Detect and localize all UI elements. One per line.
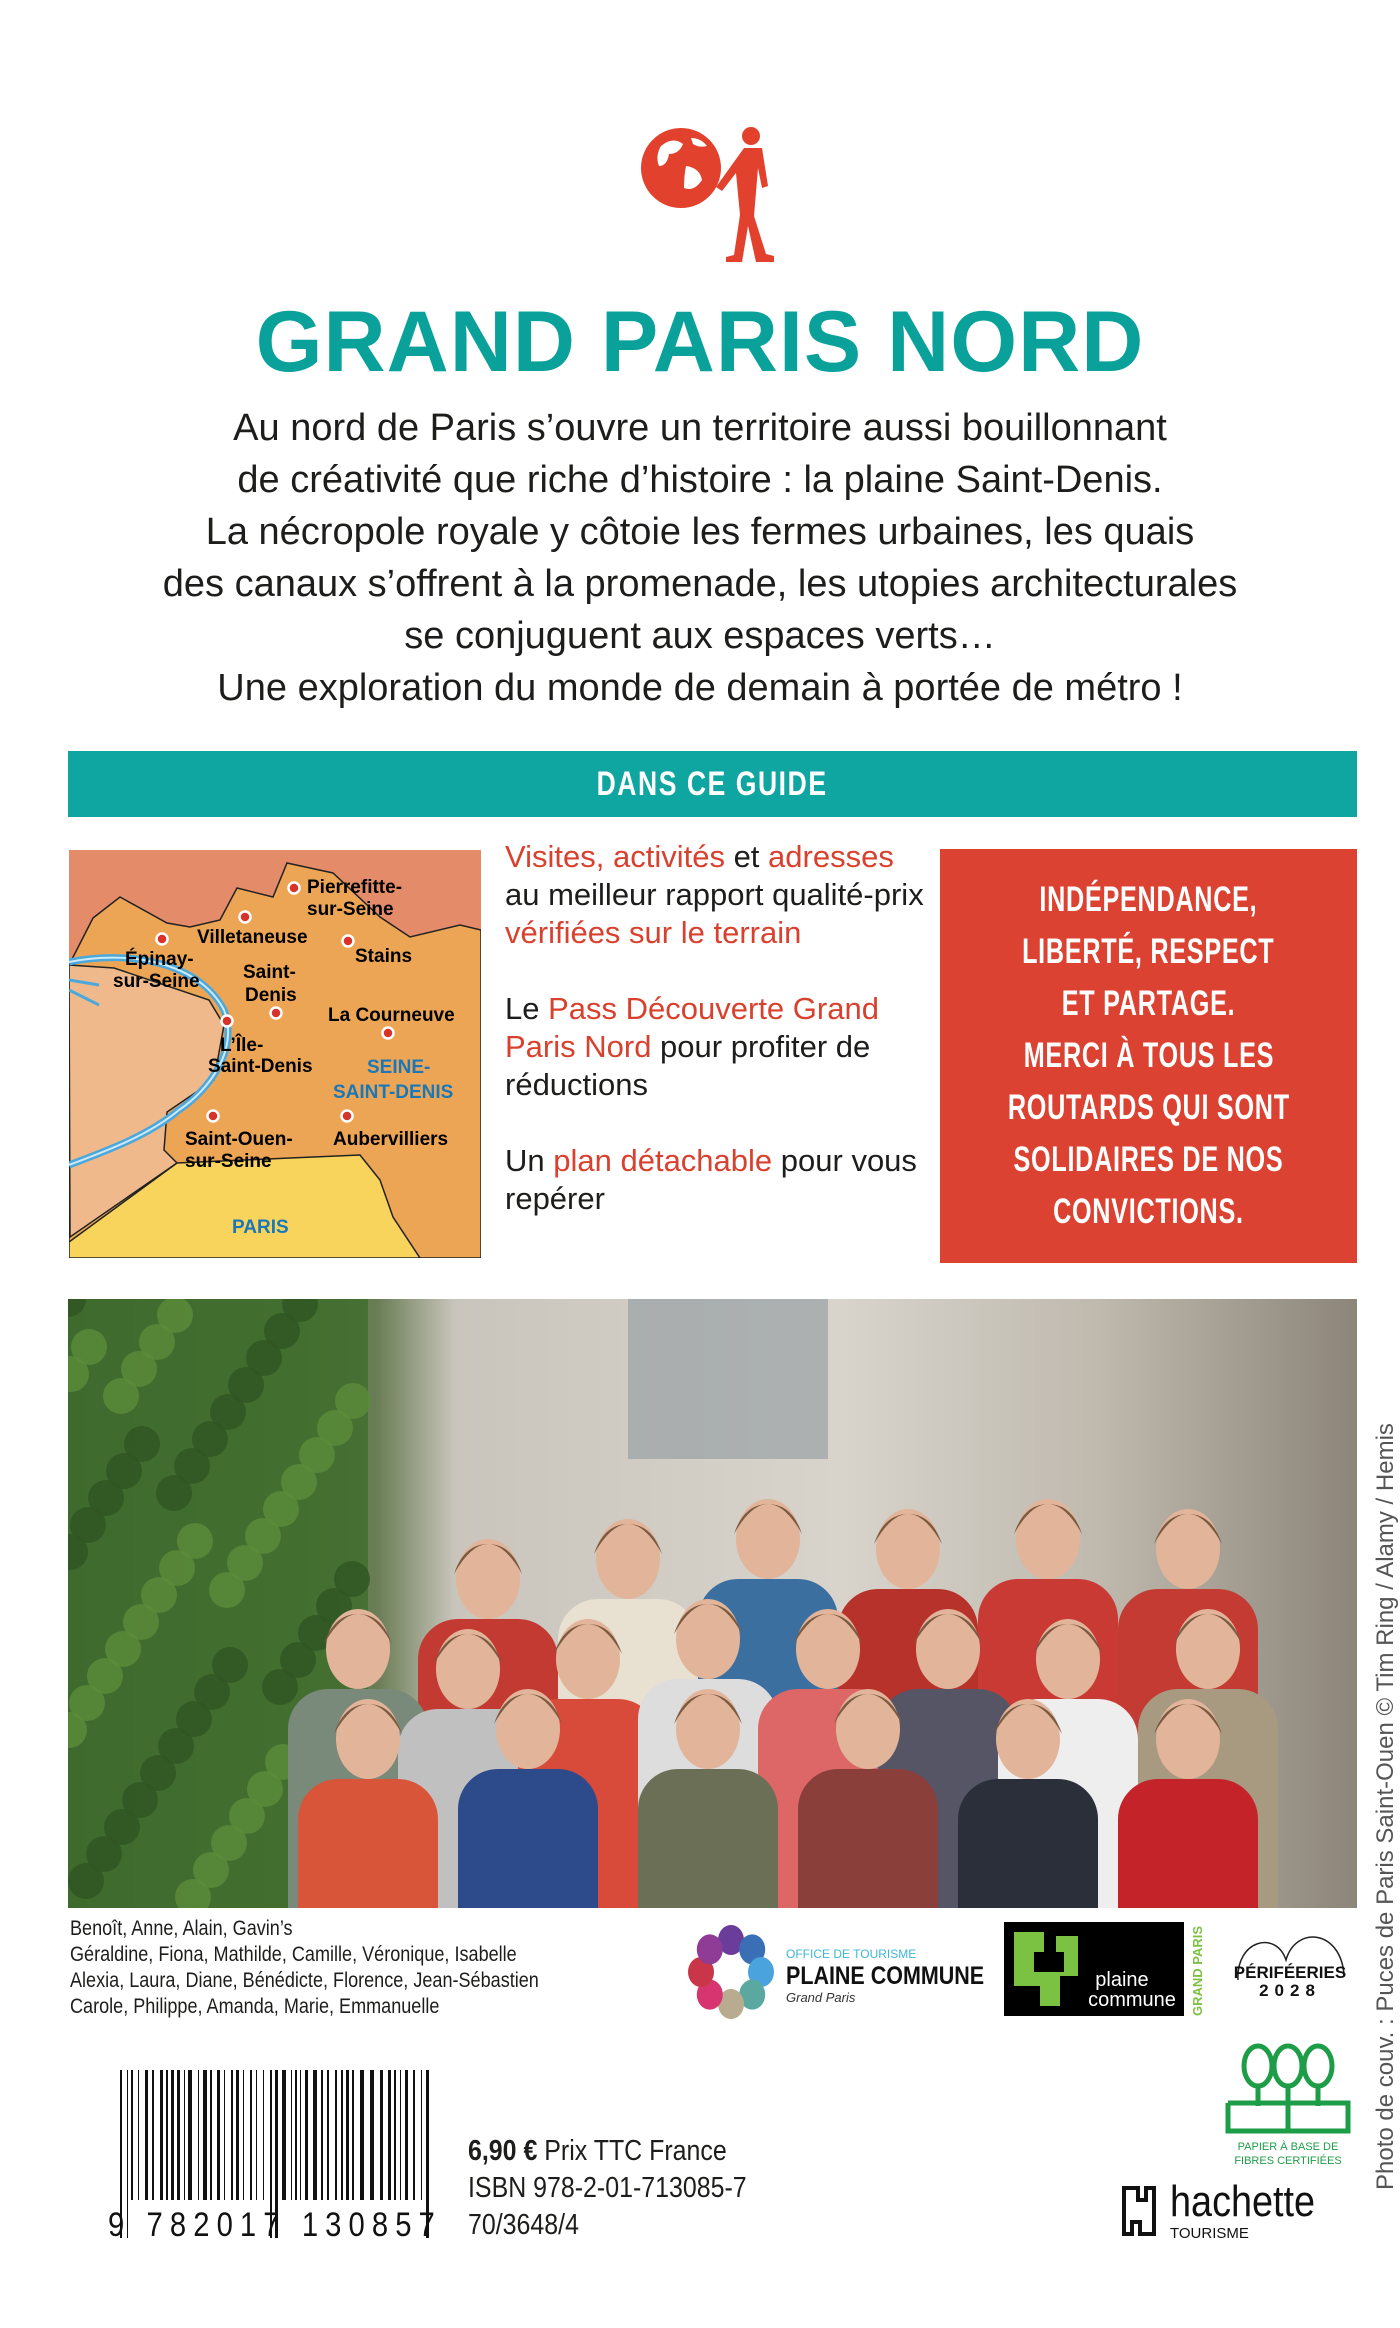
barcode-bar xyxy=(250,2070,252,2200)
town-marker xyxy=(208,1111,219,1122)
person-head xyxy=(1176,1609,1240,1689)
barcode-bar xyxy=(321,2070,323,2200)
motto-line: ET PARTAGE. xyxy=(1061,984,1236,1023)
person-head xyxy=(996,1699,1060,1779)
map-label: Villetaneuse xyxy=(197,927,308,948)
feature-highlight: plan détachable xyxy=(553,1143,773,1178)
town-marker xyxy=(289,883,300,894)
svg-text:2028: 2028 xyxy=(1259,1981,1321,2000)
person-head xyxy=(596,1519,660,1599)
map-region-label: SEINE- xyxy=(367,1057,431,1078)
barcode-bar xyxy=(282,2070,286,2200)
svg-text:Grand Paris: Grand Paris xyxy=(786,1990,856,2005)
barcode-bar xyxy=(360,2070,364,2200)
person-head xyxy=(916,1609,980,1689)
motto-line: LIBERTÉ, RESPECT xyxy=(1022,932,1275,971)
barcode-bar xyxy=(243,2070,244,2200)
map-label: Saint-Denis xyxy=(208,1056,313,1077)
team-names-line: Benoît, Anne, Alain, Gavin’s xyxy=(70,1917,293,1940)
team-names-line: Carole, Philippe, Amanda, Marie, Emmanuelle xyxy=(70,1995,440,2018)
mosaic xyxy=(628,1299,828,1459)
barcode-bar xyxy=(400,2070,401,2200)
svg-text:plaine: plaine xyxy=(1095,1969,1149,1991)
svg-text:PÉRIFÉERIES: PÉRIFÉERIES xyxy=(1233,1963,1347,1982)
feature-item xyxy=(505,990,925,1104)
map-label: sur-Seine xyxy=(185,1151,272,1172)
person-head xyxy=(796,1609,860,1689)
barcode-bar xyxy=(152,2070,154,2200)
barcode-bar xyxy=(127,2070,128,2238)
barcode-bar xyxy=(335,2070,337,2200)
motto-line: ROUTARDS QUI SONT xyxy=(1007,1088,1290,1127)
intro-line: se conjuguent aux espaces verts… xyxy=(404,615,996,657)
barcode-bar xyxy=(305,2070,308,2200)
barcode-bar xyxy=(341,2070,343,2200)
town-marker xyxy=(383,1028,394,1039)
intro-line: La nécropole royale y côtoie les fermes urbaines, les quais xyxy=(205,511,1195,553)
routard-logo xyxy=(636,116,786,278)
svg-text:PAPIER À BASE DE: PAPIER À BASE DE xyxy=(1237,2141,1339,2153)
barcode-bar xyxy=(184,2070,185,2200)
section-band-label: DANS CE GUIDE xyxy=(596,764,828,803)
price-label: Prix TTC France xyxy=(537,2135,727,2167)
motto-line: MERCI À TOUS LES xyxy=(1023,1036,1274,1075)
guide-features xyxy=(505,838,925,1256)
svg-text:PLAINE COMMUNE: PLAINE COMMUNE xyxy=(786,1961,985,1990)
barcode-bar xyxy=(421,2070,422,2200)
barcode-bar xyxy=(313,2070,317,2200)
barcode-bar xyxy=(203,2070,207,2200)
map-label: sur-Seine xyxy=(307,899,394,920)
map-region-label: SAINT-DENIS xyxy=(333,1082,454,1103)
certified-paper-logo xyxy=(1222,2038,1354,2170)
motto-line: INDÉPENDANCE, xyxy=(1039,880,1258,919)
town-marker xyxy=(157,934,168,945)
person-head xyxy=(1036,1619,1100,1699)
isbn-barcode xyxy=(108,2070,438,2240)
person-head xyxy=(496,1689,560,1769)
person-body xyxy=(458,1769,598,1908)
feature-item xyxy=(505,1142,925,1218)
person-head xyxy=(1016,1499,1080,1579)
periferies-logo xyxy=(1226,1920,1354,2020)
person-head xyxy=(1156,1699,1220,1779)
map-label: L’Île- xyxy=(220,1035,264,1056)
person-head xyxy=(1156,1509,1220,1589)
hachette-tourisme-logo xyxy=(1120,2178,1360,2242)
barcode-digits: 9 782017 130857 xyxy=(108,2204,435,2240)
isbn: ISBN 978-2-01-713085-7 xyxy=(468,2172,747,2204)
barcode-bar xyxy=(394,2070,396,2200)
map-label: Pierrefitte- xyxy=(307,877,403,898)
person-body xyxy=(638,1769,778,1908)
town-marker xyxy=(240,912,251,923)
barcode-bar xyxy=(413,2070,415,2200)
feature-highlight: Pass Découverte Grand Paris Nord xyxy=(505,991,879,1064)
svg-text:FIBRES CERTIFIÉES: FIBRES CERTIFIÉES xyxy=(1234,2155,1342,2167)
intro-line: Au nord de Paris s’ouvre un territoire aussi bouillonnant xyxy=(233,407,1167,449)
barcode-bar xyxy=(295,2070,297,2200)
section-band xyxy=(68,751,1357,817)
team-photo xyxy=(68,1299,1357,1908)
feature-text: pour profiter de réductions xyxy=(505,1029,871,1102)
intro-line: des canaux s’offrent à la promenade, les utopies architecturales xyxy=(162,563,1238,605)
product-code: 70/3648/4 xyxy=(468,2209,579,2241)
person-head xyxy=(876,1509,940,1589)
barcode-bar xyxy=(327,2070,329,2200)
barcode-bar xyxy=(256,2070,257,2200)
barcode-bar xyxy=(380,2070,383,2200)
motto-box xyxy=(940,849,1357,1263)
feature-text: Le xyxy=(505,991,549,1026)
barcode-bar xyxy=(346,2070,349,2200)
person-body xyxy=(798,1769,938,1908)
person-body xyxy=(298,1779,438,1908)
person-head xyxy=(556,1619,620,1699)
map-paris-label: PARIS xyxy=(232,1217,289,1238)
barcode-bar xyxy=(291,2070,292,2200)
price-amount: 6,90 € xyxy=(468,2135,538,2167)
barcode-bar xyxy=(138,2070,139,2200)
feature-text: Un xyxy=(505,1143,554,1178)
barcode-bar xyxy=(236,2070,239,2200)
feature-text: au meilleur rapport qualité-prix xyxy=(505,877,924,912)
map-label: Épinay- xyxy=(125,949,194,970)
feature-text: pour vous repérer xyxy=(505,1143,917,1216)
area-map xyxy=(69,850,481,1258)
barcode-bar xyxy=(300,2070,301,2200)
barcode-bar xyxy=(405,2070,408,2200)
map-label: Saint-Ouen- xyxy=(185,1129,293,1150)
intro-line: Une exploration du monde de demain à portée de métro ! xyxy=(217,667,1183,709)
barcode-bar xyxy=(217,2070,220,2200)
barcode-bar xyxy=(231,2070,233,2200)
map-label: Denis xyxy=(245,985,297,1006)
map-label: sur-Seine xyxy=(113,971,200,992)
town-marker xyxy=(271,1008,282,1019)
barcode-bar xyxy=(171,2070,174,2200)
photo-credit: Photo de couv. : Puces de Paris Saint-Ouen © Tim Ring / Alamy / Hemis xyxy=(1372,1423,1399,2190)
map-label: Saint- xyxy=(243,962,296,983)
flower-petal xyxy=(697,1934,723,1964)
barcode-bar xyxy=(177,2070,180,2200)
svg-text:GRAND PARIS: GRAND PARIS xyxy=(1190,1925,1205,2016)
barcode-bar xyxy=(352,2070,354,2200)
team-names-line: Géraldine, Fiona, Mathilde, Camille, Véronique, Isabelle xyxy=(70,1943,517,1966)
person-head xyxy=(336,1699,400,1779)
map-label: Stains xyxy=(355,946,413,967)
map-label: Aubervilliers xyxy=(333,1129,449,1150)
person-body xyxy=(958,1779,1098,1908)
town-marker xyxy=(222,1016,233,1027)
svg-text:TOURISME: TOURISME xyxy=(1170,2225,1249,2242)
person-head xyxy=(326,1609,390,1689)
barcode-bar xyxy=(145,2070,148,2200)
barcode-bar xyxy=(224,2070,225,2200)
person-head xyxy=(676,1689,740,1769)
map-label: La Courneuve xyxy=(328,1005,455,1026)
person-head xyxy=(736,1499,800,1579)
town-marker xyxy=(343,936,354,947)
guide-title: GRAND PARIS NORD xyxy=(255,294,1145,390)
person-head xyxy=(836,1689,900,1769)
office-tourisme-logo xyxy=(686,1922,996,2022)
team-names-line: Alexia, Laura, Diane, Bénédicte, Florence, Jean-Sébastien xyxy=(70,1969,539,1992)
barcode-bar xyxy=(198,2070,199,2200)
barcode-bar xyxy=(210,2070,212,2200)
intro-line: de créativité que riche d’histoire : la plaine Saint-Denis. xyxy=(237,459,1163,501)
barcode-bar xyxy=(166,2070,168,2200)
barcode-bar xyxy=(370,2070,374,2200)
barcode-bar xyxy=(263,2070,264,2200)
motto-line: CONVICTIONS. xyxy=(1053,1192,1244,1231)
barcode-bar xyxy=(388,2070,391,2200)
person-body xyxy=(1118,1779,1258,1908)
feature-item xyxy=(505,838,925,952)
team-names xyxy=(70,1916,615,2020)
price-line xyxy=(468,2133,747,2170)
barcode-bar xyxy=(131,2070,133,2200)
feature-highlight: vérifiées sur le terrain xyxy=(505,915,802,950)
feature-highlight: Visites, activités xyxy=(505,839,725,874)
barcode-bar xyxy=(188,2070,192,2200)
feature-highlight: adresses xyxy=(768,839,894,874)
person-head xyxy=(456,1539,520,1619)
feature-text: et xyxy=(724,839,769,874)
plaine-commune-logo xyxy=(1004,1922,1209,2018)
svg-text:hachette: hachette xyxy=(1170,2178,1316,2226)
town-marker xyxy=(342,1111,353,1122)
svg-text:commune: commune xyxy=(1088,1989,1176,2011)
person-head xyxy=(676,1599,740,1679)
price-info xyxy=(468,2133,792,2244)
barcode-bar xyxy=(160,2070,163,2200)
motto-line: SOLIDAIRES DE NOS xyxy=(1013,1140,1284,1179)
intro-paragraph xyxy=(40,402,1360,714)
svg-text:OFFICE DE TOURISME: OFFICE DE TOURISME xyxy=(786,1947,917,1961)
person-head xyxy=(436,1629,500,1709)
